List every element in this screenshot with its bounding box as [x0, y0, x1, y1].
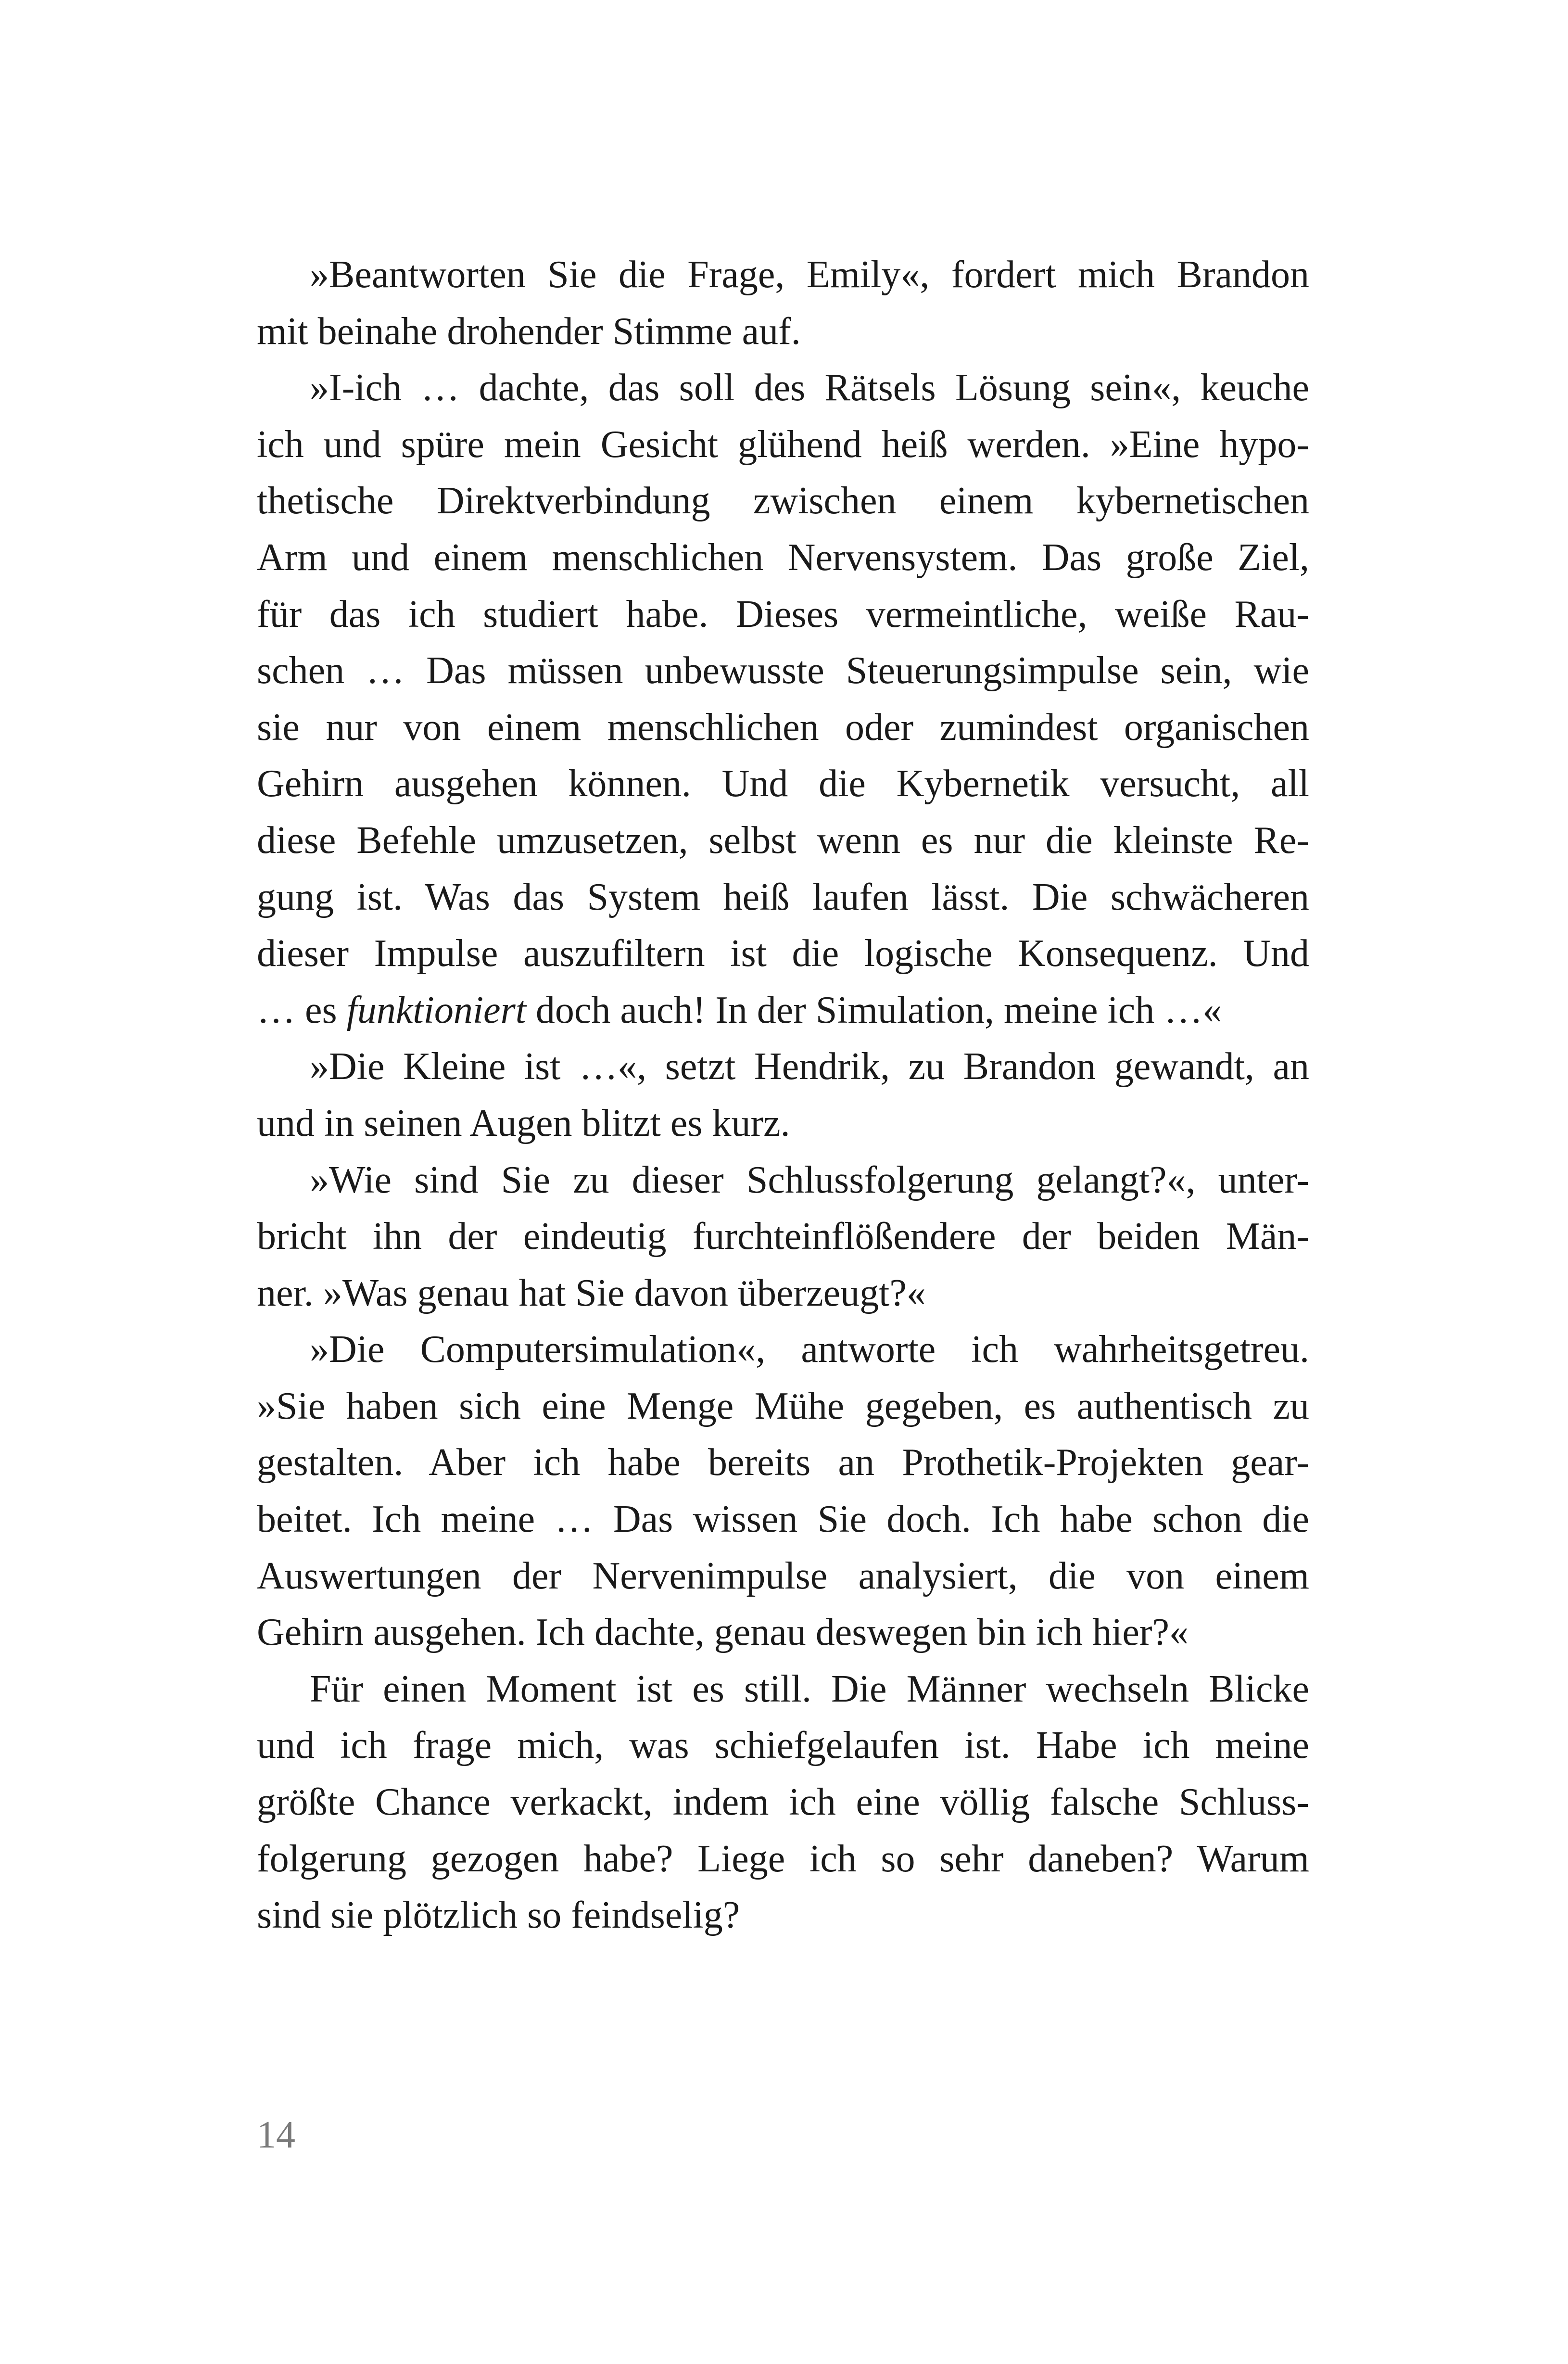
text-line: und in seinen Augen blitzt es kurz. — [257, 1102, 790, 1144]
text-line: folgerung gezogen habe? Liege ich so sehr daneben? Warum — [257, 1837, 1309, 1880]
text-line: Auswertungen der Nervenimpulse analysiert, die von einem — [257, 1554, 1309, 1597]
text-line: gung ist. Was das System heiß laufen lässt. Die schwächeren — [257, 876, 1309, 918]
text-line: für das ich studiert habe. Dieses vermeintliche, weiße Rau- — [257, 593, 1309, 635]
text-line: »Beantworten Sie die Frage, Emily«, fordert mich Brandon — [310, 254, 1309, 296]
text-line: gestalten. Aber ich habe bereits an Prothetik-Projekten gear- — [257, 1441, 1309, 1484]
text-line: sind sie plötzlich so feindselig? — [257, 1894, 740, 1937]
text-fragment: doch auch! In der Simulation, meine ich …« — [526, 989, 1222, 1031]
text-line: »I-ich … dachte, das soll des Rätsels Lösung sein«, keuche — [310, 367, 1309, 409]
text-line: »Die Computersimulation«, antworte ich wahrheitsgetreu. — [310, 1328, 1309, 1371]
text-line-with-emphasis — [257, 982, 1309, 1039]
text-line: »Wie sind Sie zu dieser Schlussfolgerung gelangt?«, unter- — [310, 1158, 1309, 1201]
text-fragment: … es — [257, 989, 347, 1031]
text-line: schen … Das müssen unbewusste Steuerungsimpulse sein, wie — [257, 649, 1309, 692]
text-line: diese Befehle umzusetzen, selbst wenn es nur die kleinste Re- — [257, 819, 1309, 862]
text-line: beitet. Ich meine … Das wissen Sie doch. Ich habe schon die — [257, 1498, 1309, 1541]
text-line: und ich frage mich, was schiefgelaufen ist. Habe ich meine — [257, 1724, 1309, 1767]
text-line: größte Chance verkackt, indem ich eine völlig falsche Schluss- — [257, 1781, 1309, 1824]
text-line: Gehirn ausgehen können. Und die Kybernetik versucht, all — [257, 763, 1309, 805]
text-line: ner. »Was genau hat Sie davon überzeugt?« — [257, 1271, 926, 1314]
text-line: dieser Impulse auszufiltern ist die logische Konsequenz. Und — [257, 932, 1309, 975]
text-line: mit beinahe drohender Stimme auf. — [257, 310, 801, 353]
text-line: »Die Kleine ist …«, setzt Hendrik, zu Brandon gewandt, an — [310, 1045, 1309, 1088]
text-line: sie nur von einem menschlichen oder zumindest organischen — [257, 706, 1309, 749]
page-number: 14 — [257, 2114, 295, 2156]
text-line: Gehirn ausgehen. Ich dachte, genau deswegen bin ich hier?« — [257, 1611, 1189, 1654]
body-text — [257, 247, 1309, 1944]
text-line: thetische Direktverbindung zwischen einem kybernetischen — [257, 480, 1309, 522]
text-line: »Sie haben sich eine Menge Mühe gegeben, es authentisch zu — [257, 1385, 1309, 1427]
text-line: Arm und einem menschlichen Nervensystem. Das große Ziel, — [257, 536, 1309, 579]
text-line: ich und spüre mein Gesicht glühend heiß werden. »Eine hypo- — [257, 423, 1309, 466]
text-line: Für einen Moment ist es still. Die Männer wechseln Blicke — [310, 1667, 1309, 1710]
text-line: bricht ihn der eindeutig furchteinflößendere der beiden Män- — [257, 1215, 1309, 1258]
emphasized-word: funktioniert — [346, 989, 526, 1031]
